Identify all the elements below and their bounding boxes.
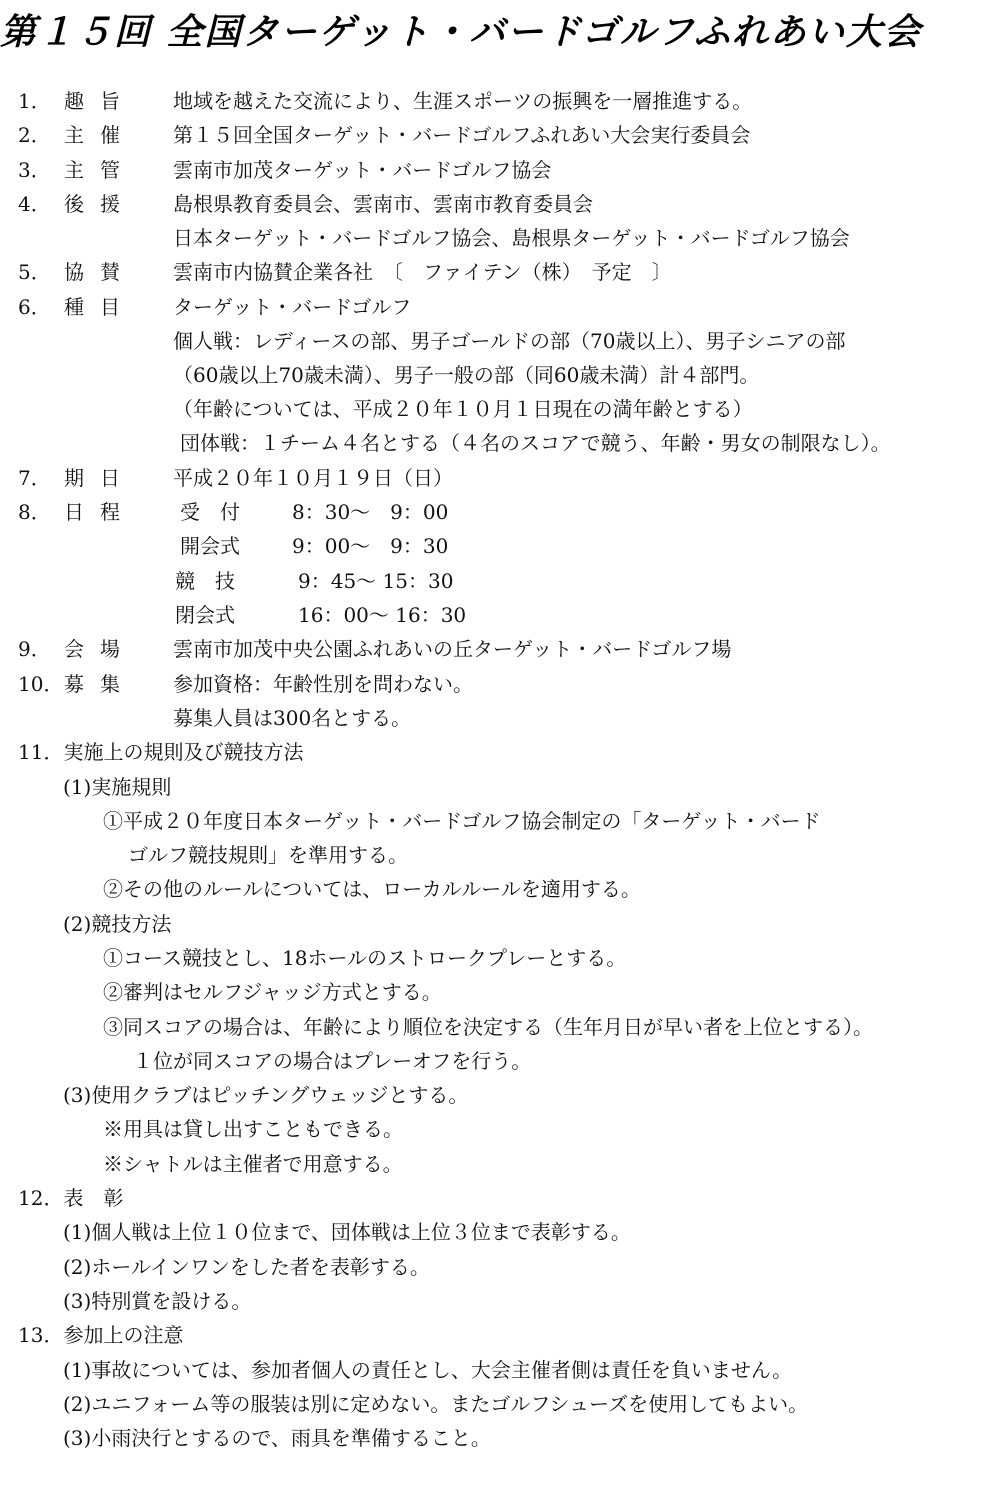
item-label: 主催 xyxy=(64,123,136,147)
note-line: ※シャトルは主催者で用意する。 xyxy=(103,1152,403,1176)
document-title: 第１５回 全国ターゲット・バードゴルフふれあい大会 xyxy=(0,12,922,53)
method-line-continued: １位が同スコアの場合はプレーオフを行う。 xyxy=(133,1049,532,1073)
subsection-title: (2)競技方法 xyxy=(63,912,172,936)
schedule-time: 9：00～ 9：30 xyxy=(292,534,449,558)
club-line: (3)使用クラブはピッチングウェッジとする。 xyxy=(63,1083,469,1107)
section-heading: 11．実施上の規則及び競技方法 xyxy=(18,740,304,764)
item-label: 会場 xyxy=(64,637,136,661)
schedule-name: 競 技 xyxy=(175,569,235,593)
method-line: ①コース競技とし、18ホールのストロークプレーとする。 xyxy=(103,946,627,970)
item-value-continued: 募集人員は300名とする。 xyxy=(173,706,412,730)
item-detail-line: 個人戦：レディースの部、男子ゴールドの部（70歳以上）、男子シニアの部 xyxy=(173,329,846,353)
item-value-continued: 日本ターゲット・バードゴルフ協会、島根県ターゲット・バードゴルフ協会 xyxy=(173,226,850,250)
caution-line: (3)小雨決行とするので、雨具を準備すること。 xyxy=(63,1426,491,1450)
section-heading: 12．表 彰 xyxy=(18,1186,124,1210)
item-label: 募集 xyxy=(64,672,136,696)
schedule-name: 受 付 xyxy=(180,500,240,524)
item-value: 地域を越えた交流により、生涯スポーツの振興を一層推進する。 xyxy=(173,89,753,113)
schedule-time: 9：45～ 15：30 xyxy=(298,569,454,593)
item-detail-line: （60歳以上70歳未満）、男子一般の部（同60歳未満）計４部門。 xyxy=(173,363,760,387)
item-value: 平成２０年１０月１９日（日） xyxy=(173,466,453,490)
item-value: ターゲット・バードゴルフ xyxy=(173,295,412,319)
award-line: (1)個人戦は上位１０位まで、団体戦は上位３位まで表彰する。 xyxy=(63,1220,631,1244)
item-number: 5． xyxy=(18,260,51,284)
award-line: (3)特別賞を設ける。 xyxy=(63,1289,252,1313)
item-value: 島根県教育委員会、雲南市、雲南市教育委員会 xyxy=(173,192,593,216)
item-value: 参加資格：年齢性別を問わない。 xyxy=(173,672,473,696)
item-value: 雲南市内協賛企業各社 〔 ファイテン（株） 予定 〕 xyxy=(173,260,672,284)
schedule-name: 開会式 xyxy=(180,534,240,558)
section-heading: 13．参加上の注意 xyxy=(18,1323,184,1347)
item-number: 8． xyxy=(18,500,51,524)
item-detail-line: （年齢については、平成２０年１０月１日現在の満年齢とする） xyxy=(173,397,753,421)
item-label: 協賛 xyxy=(64,260,136,284)
item-detail-line: 団体戦：１チーム４名とする（４名のスコアで競う、年齢・男女の制限なし）。 xyxy=(180,431,891,455)
item-label: 期日 xyxy=(64,466,136,490)
item-label: 主管 xyxy=(64,158,136,182)
caution-line: (1)事故については、参加者個人の責任とし、大会主催者側は責任を負いません。 xyxy=(63,1358,793,1382)
item-number: 4． xyxy=(18,192,51,216)
item-value: 雲南市加茂ターゲット・バードゴルフ協会 xyxy=(173,158,552,182)
item-number: 9． xyxy=(18,637,51,661)
item-number: 7． xyxy=(18,466,51,490)
item-value: 第１５回全国ターゲット・バードゴルフふれあい大会実行委員会 xyxy=(173,123,751,147)
rule-line: ①平成２０年度日本ターゲット・バードゴルフ協会制定の「ターゲット・バード xyxy=(103,809,821,833)
item-number: 2． xyxy=(18,123,51,147)
subsection-title: (1)実施規則 xyxy=(63,775,172,799)
item-number: 3． xyxy=(18,158,51,182)
schedule-time: 8：30～ 9：00 xyxy=(292,500,449,524)
award-line: (2)ホールインワンをした者を表彰する。 xyxy=(63,1255,430,1279)
method-line: ③同スコアの場合は、年齢により順位を決定する（生年月日が早い者を上位とする）。 xyxy=(103,1015,873,1039)
item-label: 趣旨 xyxy=(64,89,136,113)
caution-line: (2)ユニフォーム等の服装は別に定めない。またゴルフシューズを使用してもよい。 xyxy=(63,1392,809,1416)
item-number: 6． xyxy=(18,295,51,319)
item-label: 種目 xyxy=(64,295,136,319)
item-number: 10． xyxy=(18,672,64,696)
schedule-name: 閉会式 xyxy=(175,603,235,627)
rule-line: ②その他のルールについては、ローカルルールを適用する。 xyxy=(103,877,641,901)
item-label: 後援 xyxy=(64,192,136,216)
item-number: 1． xyxy=(18,89,51,113)
item-value: 雲南市加茂中央公園ふれあいの丘ターゲット・バードゴルフ場 xyxy=(173,637,732,661)
item-label: 日程 xyxy=(64,500,136,524)
rule-line-continued: ゴルフ競技規則」を準用する。 xyxy=(128,843,408,867)
method-line: ②審判はセルフジャッジ方式とする。 xyxy=(103,980,442,1004)
note-line: ※用具は貸し出すこともできる。 xyxy=(103,1117,403,1141)
schedule-time: 16：00～ 16：30 xyxy=(298,603,467,627)
